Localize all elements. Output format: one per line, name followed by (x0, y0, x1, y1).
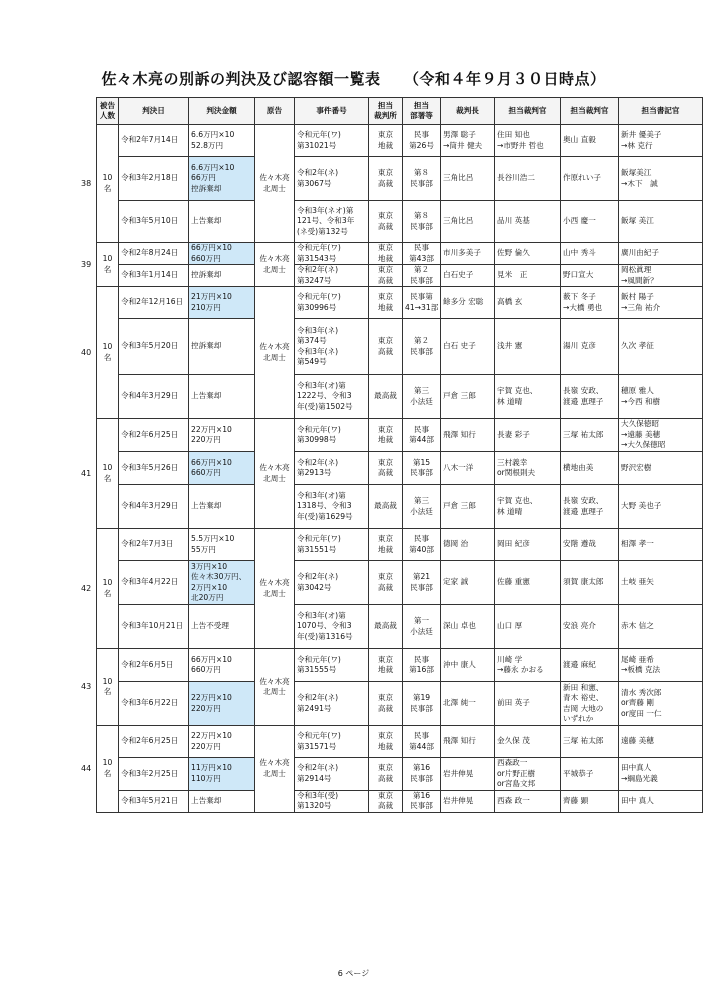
court-cell: 東京 高裁 (369, 561, 403, 605)
judge2-cell: 新田 和憲、 青木 裕史、 吉岡 大地の いずれか (561, 682, 619, 726)
clerk-cell: 土岐 亜矢 (619, 561, 703, 605)
court-cell: 最高裁 (369, 485, 403, 529)
division-cell: 民事 第44部 (403, 419, 441, 452)
court-cell: 東京 地裁 (369, 649, 403, 682)
judge2-cell: 長嶺 安政、 渡邉 恵理子 (561, 485, 619, 529)
division-cell: 民事 第44部 (403, 726, 441, 758)
judge2-cell: 長嶺 安政、 渡邉 恵理子 (561, 375, 619, 419)
plaintiff-cell: 佐々木亮 北周士 (255, 243, 295, 287)
defendant-count-cell: 39 10 名 (97, 243, 119, 287)
division-cell: 第21 民事部 (403, 561, 441, 605)
chief-judge-cell: 戸倉 三郎 (441, 375, 495, 419)
judge1-cell: 佐藤 重憲 (495, 561, 561, 605)
table-row (97, 243, 703, 265)
judge2-cell: 湯川 克彦 (561, 319, 619, 375)
plaintiff-cell: 佐々木亮 北周士 (255, 529, 295, 649)
date-cell: 令和3年6月22日 (119, 682, 189, 726)
table-row (97, 287, 703, 319)
judge2-cell: 野口宣大 (561, 265, 619, 287)
amount-cell: 上告棄却 (189, 485, 255, 529)
judge1-cell: 住田 知也 →市野井 哲也 (495, 125, 561, 157)
court-cell: 東京 地裁 (369, 726, 403, 758)
division-cell: 第８ 民事部 (403, 157, 441, 201)
date-cell: 令和2年6月5日 (119, 649, 189, 682)
chief-judge-cell: 男澤 聡子 →筒井 健夫 (441, 125, 495, 157)
case-number: 43 (81, 681, 92, 691)
division-cell: 第２ 民事部 (403, 319, 441, 375)
court-cell: 東京 地裁 (369, 125, 403, 157)
amount-cell: 控訴棄却 (189, 265, 255, 287)
division-cell: 第２ 民事部 (403, 265, 441, 287)
amount-cell: 22万円×10 220万円 (189, 419, 255, 452)
court-cell: 東京 地裁 (369, 287, 403, 319)
judge2-cell: 安階 遵哉 (561, 529, 619, 561)
case-number: 40 (81, 347, 92, 357)
case-number: 38 (81, 178, 92, 188)
chief-judge-cell: 三角比呂 (441, 201, 495, 243)
defendant-count-cell: 38 10 名 (97, 125, 119, 243)
court-cell: 東京 地裁 (369, 419, 403, 452)
table-row (97, 452, 703, 485)
case-no-cell: 令和3年(オ)第 1070号、令和3 年(受)第1316号 (295, 605, 369, 649)
clerk-cell: 赤木 信之 (619, 605, 703, 649)
division-cell: 民事 第16部 (403, 649, 441, 682)
case-no-cell: 令和2年(ネ) 第3067号 (295, 157, 369, 201)
case-no-cell: 令和元年(ワ) 第31551号 (295, 529, 369, 561)
case-no-cell: 令和元年(ワ) 第30996号 (295, 287, 369, 319)
clerk-cell: 田中真人 →綱島光義 (619, 758, 703, 791)
case-number: 39 (81, 259, 92, 269)
court-cell: 東京 高裁 (369, 319, 403, 375)
division-cell: 民事 第40部 (403, 529, 441, 561)
clerk-cell: 廣川由紀子 (619, 243, 703, 265)
clerk-cell: 穂原 雅人 →今西 和樹 (619, 375, 703, 419)
date-cell: 令和4年3月29日 (119, 485, 189, 529)
division-cell: 第19 民事部 (403, 682, 441, 726)
amount-cell: 11万円×10 110万円 (189, 758, 255, 791)
clerk-cell: 飯村 陽子 →三角 祐介 (619, 287, 703, 319)
table-row (97, 790, 703, 812)
header-court: 担当 裁判所 (369, 98, 403, 125)
case-number: 41 (81, 468, 92, 478)
table-row (97, 529, 703, 561)
plaintiff-cell: 佐々木亮 北周士 (255, 287, 295, 419)
clerk-cell: 大野 美也子 (619, 485, 703, 529)
case-no-cell: 令和2年(ネ) 第3042号 (295, 561, 369, 605)
judge1-cell: 岡田 紀彦 (495, 529, 561, 561)
date-cell: 令和4年3月29日 (119, 375, 189, 419)
table-row (97, 726, 703, 758)
case-no-cell: 令和元年(ワ) 第31021号 (295, 125, 369, 157)
chief-judge-cell: 三角比呂 (441, 157, 495, 201)
date-cell: 令和2年6月25日 (119, 726, 189, 758)
chief-judge-cell: 八木一洋 (441, 452, 495, 485)
case-no-cell: 令和3年(ネオ)第 121号、令和3年 (ネ受)第132号 (295, 201, 369, 243)
plaintiff-cell: 佐々木亮 北周士 (255, 419, 295, 529)
header-clerk: 担当書記官 (619, 98, 703, 125)
clerk-cell: 飯塚美江 →木下 誠 (619, 157, 703, 201)
date-cell: 令和3年2月18日 (119, 157, 189, 201)
plaintiff-cell: 佐々木亮 北周士 (255, 125, 295, 243)
table-row (97, 485, 703, 529)
chief-judge-cell: 岩井伸晃 (441, 790, 495, 812)
judge1-cell: 三村義幸 or関根則夫 (495, 452, 561, 485)
judge1-cell: 山口 厚 (495, 605, 561, 649)
case-no-cell: 令和2年(ネ) 第2914号 (295, 758, 369, 791)
judge1-cell: 川崎 学 →藤永 かおる (495, 649, 561, 682)
table-row (97, 605, 703, 649)
judge2-cell: 薮下 冬子 →大橋 勇也 (561, 287, 619, 319)
judge2-cell: 奥山 直毅 (561, 125, 619, 157)
judge1-cell: 宇賀 克也、 林 道晴 (495, 485, 561, 529)
case-no-cell: 令和元年(ワ) 第31555号 (295, 649, 369, 682)
defendant-count-cell: 41 10 名 (97, 419, 119, 529)
defendant-count-cell: 40 10 名 (97, 287, 119, 419)
table-row (97, 319, 703, 375)
case-no-cell: 令和元年(ワ) 第30998号 (295, 419, 369, 452)
court-cell: 東京 高裁 (369, 682, 403, 726)
judge2-cell: 山中 秀斗 (561, 243, 619, 265)
amount-cell: 21万円×10 210万円 (189, 287, 255, 319)
chief-judge-cell: 白石史子 (441, 265, 495, 287)
clerk-cell: 相澤 孝一 (619, 529, 703, 561)
amount-cell: 控訴棄却 (189, 319, 255, 375)
chief-judge-cell: 市川多美子 (441, 243, 495, 265)
case-no-cell: 令和元年(ワ) 第31571号 (295, 726, 369, 758)
judge1-cell: 品川 英基 (495, 201, 561, 243)
table-row (97, 201, 703, 243)
table-row (97, 265, 703, 287)
clerk-cell: 遠藤 美穂 (619, 726, 703, 758)
court-cell: 東京 高裁 (369, 265, 403, 287)
amount-cell: 上告棄却 (189, 375, 255, 419)
date-cell: 令和3年5月10日 (119, 201, 189, 243)
clerk-cell: 岡松眞理 →風間新？ (619, 265, 703, 287)
clerk-cell: 飯塚 美江 (619, 201, 703, 243)
date-cell: 令和3年2月25日 (119, 758, 189, 791)
division-cell: 第８ 民事部 (403, 201, 441, 243)
table-row (97, 682, 703, 726)
plaintiff-cell: 佐々木亮 北周士 (255, 649, 295, 726)
date-cell: 令和3年5月20日 (119, 319, 189, 375)
case-no-cell: 令和3年(ネ) 第374号 令和3年(ネ) 第549号 (295, 319, 369, 375)
court-cell: 最高裁 (369, 605, 403, 649)
amount-cell: 上告不受理 (189, 605, 255, 649)
judge2-cell: 渡邉 麻紀 (561, 649, 619, 682)
court-cell: 東京 高裁 (369, 758, 403, 791)
header-amount: 判決金額 (189, 98, 255, 125)
judge1-cell: 金久保 茂 (495, 726, 561, 758)
judge2-cell: 作原れい子 (561, 157, 619, 201)
header-judge1: 担当裁判官 (495, 98, 561, 125)
date-cell: 令和3年10月21日 (119, 605, 189, 649)
amount-cell: 22万円×10 220万円 (189, 726, 255, 758)
date-cell: 令和2年7月3日 (119, 529, 189, 561)
amount-cell: 3万円×10 佐々木30万円、 2万円×10 北20万円 (189, 561, 255, 605)
header-plaintiff: 原告 (255, 98, 295, 125)
header-chief-judge: 裁判長 (441, 98, 495, 125)
judge1-cell: 佐野 倫久 (495, 243, 561, 265)
court-cell: 東京 高裁 (369, 790, 403, 812)
clerk-cell: 大久保徳昭 →遠藤 美穂 →大久保徳昭 (619, 419, 703, 452)
judge1-cell: 西森政一 or片野正樹 or宮島文邦 (495, 758, 561, 791)
date-cell: 令和2年8月24日 (119, 243, 189, 265)
chief-judge-cell: 戸倉 三郎 (441, 485, 495, 529)
judge1-cell: 高橋 玄 (495, 287, 561, 319)
clerk-cell: 野沢宏樹 (619, 452, 703, 485)
chief-judge-cell: 深山 卓也 (441, 605, 495, 649)
amount-cell: 66万円×10 660万円 (189, 452, 255, 485)
division-cell: 第三 小法廷 (403, 375, 441, 419)
defendant-count-cell: 44 10 名 (97, 726, 119, 813)
table-row (97, 419, 703, 452)
case-number: 42 (81, 583, 92, 593)
defendant-count-cell: 42 10 名 (97, 529, 119, 649)
clerk-cell: 尾崎 亜希 →板橋 克法 (619, 649, 703, 682)
amount-cell: 上告棄却 (189, 790, 255, 812)
date-cell: 令和3年4月22日 (119, 561, 189, 605)
amount-cell: 上告棄却 (189, 201, 255, 243)
court-cell: 東京 高裁 (369, 452, 403, 485)
court-cell: 東京 地裁 (369, 529, 403, 561)
amount-cell: 6.6万円×10 52.8万円 (189, 125, 255, 157)
judge1-cell: 長谷川浩二 (495, 157, 561, 201)
case-no-cell: 令和2年(ネ) 第3247号 (295, 265, 369, 287)
chief-judge-cell: 北澤 純一 (441, 682, 495, 726)
division-cell: 第16 民事部 (403, 790, 441, 812)
amount-cell: 66万円×10 660万円 (189, 243, 255, 265)
date-cell: 令和2年6月25日 (119, 419, 189, 452)
amount-cell: 22万円×10 220万円 (189, 682, 255, 726)
judge2-cell: 横地由美 (561, 452, 619, 485)
header-date: 判決日 (119, 98, 189, 125)
judge1-cell: 宇賀 克也、 林 道晴 (495, 375, 561, 419)
header-division: 担当 部署等 (403, 98, 441, 125)
table-row (97, 157, 703, 201)
date-cell: 令和3年5月21日 (119, 790, 189, 812)
table-row (97, 649, 703, 682)
court-cell: 最高裁 (369, 375, 403, 419)
chief-judge-cell: 德岡 治 (441, 529, 495, 561)
division-cell: 民事 第43部 (403, 243, 441, 265)
case-no-cell: 令和2年(ネ) 第2913号 (295, 452, 369, 485)
date-cell: 令和3年5月26日 (119, 452, 189, 485)
judge2-cell: 小西 慶一 (561, 201, 619, 243)
table-row (97, 125, 703, 157)
chief-judge-cell: 飛澤 知行 (441, 419, 495, 452)
division-cell: 民事 第26号 (403, 125, 441, 157)
chief-judge-cell: 沖中 康人 (441, 649, 495, 682)
judge2-cell: 須賀 康太郎 (561, 561, 619, 605)
judge2-cell: 平城恭子 (561, 758, 619, 791)
amount-cell: 66万円×10 660万円 (189, 649, 255, 682)
header-row (97, 98, 703, 125)
header-case-no: 事件番号 (295, 98, 369, 125)
judge2-cell: 齊藤 顕 (561, 790, 619, 812)
court-cell: 東京 高裁 (369, 157, 403, 201)
judge1-cell: 西森 政一 (495, 790, 561, 812)
chief-judge-cell: 飛澤 知行 (441, 726, 495, 758)
judge1-cell: 浅井 憲 (495, 319, 561, 375)
date-cell: 令和3年1月14日 (119, 265, 189, 287)
amount-cell: 5.5万円×10 55万円 (189, 529, 255, 561)
clerk-cell: 田中 真人 (619, 790, 703, 812)
chief-judge-cell: 白石 史子 (441, 319, 495, 375)
judge1-cell: 見米 正 (495, 265, 561, 287)
date-cell: 令和2年7月14日 (119, 125, 189, 157)
defendant-count-cell: 43 10 名 (97, 649, 119, 726)
case-no-cell: 令和3年(オ)第 1318号、令和3 年(受)第1629号 (295, 485, 369, 529)
header-defendant-count: 被告 人数 (97, 98, 119, 125)
chief-judge-cell: 餘多分 宏聡 (441, 287, 495, 319)
judge1-cell: 前田 英子 (495, 682, 561, 726)
judge2-cell: 三塚 祐太郎 (561, 726, 619, 758)
clerk-cell: 清水 秀次郎 or齊藤 剛 or度田 一仁 (619, 682, 703, 726)
table-row (97, 375, 703, 419)
judgment-table (81, 97, 703, 813)
plaintiff-cell: 佐々木亮 北周士 (255, 726, 295, 813)
chief-judge-cell: 定家 誠 (441, 561, 495, 605)
header-judge2: 担当裁判官 (561, 98, 619, 125)
table-row (97, 561, 703, 605)
table-row (97, 758, 703, 791)
case-no-cell: 令和3年(オ)第 1222号、令和3 年(受)第1502号 (295, 375, 369, 419)
division-cell: 第一 小法廷 (403, 605, 441, 649)
division-cell: 民事第 41→31部 (403, 287, 441, 319)
judge1-cell: 長妻 彩子 (495, 419, 561, 452)
page-title: 佐々木亮の別訴の判決及び認容額一覧表 （令和４年９月３０日時点） (101, 70, 606, 88)
judge2-cell: 三塚 祐太郎 (561, 419, 619, 452)
case-no-cell: 令和2年(ネ) 第2491号 (295, 682, 369, 726)
case-number: 44 (81, 763, 92, 773)
page-number: 6 ページ (337, 969, 370, 978)
clerk-cell: 久次 孝征 (619, 319, 703, 375)
division-cell: 第三 小法廷 (403, 485, 441, 529)
division-cell: 第15 民事部 (403, 452, 441, 485)
court-cell: 東京 高裁 (369, 201, 403, 243)
amount-cell: 6.6万円×10 66万円 控訴棄却 (189, 157, 255, 201)
case-no-cell: 令和3年(受) 第1320号 (295, 790, 369, 812)
date-cell: 令和2年12月16日 (119, 287, 189, 319)
judge2-cell: 安浪 亮介 (561, 605, 619, 649)
case-no-cell: 令和元年(ワ) 第31543号 (295, 243, 369, 265)
chief-judge-cell: 岩井伸晃 (441, 758, 495, 791)
division-cell: 第16 民事部 (403, 758, 441, 791)
clerk-cell: 新井 優美子 →林 克行 (619, 125, 703, 157)
court-cell: 東京 地裁 (369, 243, 403, 265)
